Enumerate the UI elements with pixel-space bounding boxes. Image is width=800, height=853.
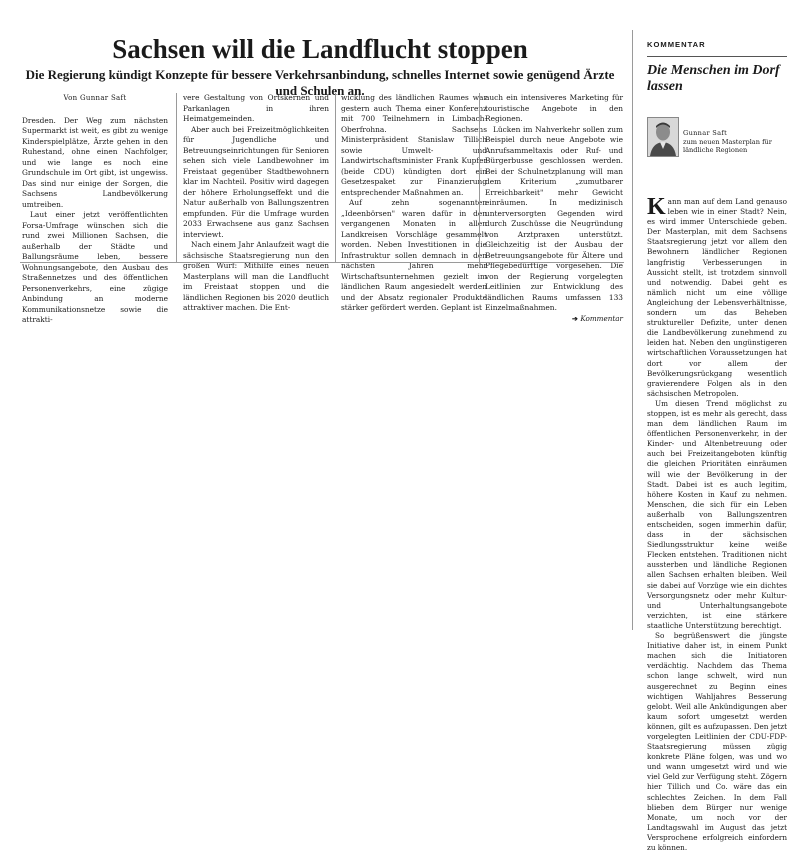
article-bottom-rule [20,262,624,263]
commentary-author [683,129,788,155]
author-name: Gunnar Saft [683,129,728,137]
commentary-paragraph: So begrüßenswert die jüngste Initiative daher ist, in einem Punkt machen sich die Initiatoren verdächtig. Nachdem das Thema schon lange schwelt, wird nun ausgerechnet zu Beginn eines wichtigen Wahljahres Besserung gelobt. Weil alle Ankündigungen aber kaum sofort umgesetzt werden können, gilt es aufzupassen. Den jetzt vorgelegten Leitlinien der CDU-FDP-Staatsregierung müssen zügig konkrete Pläne folgen, was und wo und wann umgesetzt wird und wie viel Geld zur Verfügung steht. Zögern hier Tillich und Co. wäre das ein schlechtes Zeichen. In dem Fall blieben dem Bürger nur wenige Monate, um noch vor der Landtagswahl im August das jetzt Versprochene erfolgreich einfordern zu können. [647,631,787,852]
article-paragraph: Aber auch bei Freizeitmöglichkeiten für Jugendliche und Betreuungseinrichtungen für Senioren sehen sich viele Landbewohner im Freistaat gegenüber Stadtbewohnern klar im Nachteil. Positiv wird dagegen der höhere Erholungseffekt und die Natur außerhalb von Ballungszentren empfunden. Für die Umfrage wurden 2033 Erwachsene aus ganz Sachsen interviewt. [183,124,329,239]
commentary-body [647,194,787,853]
column-divider [176,93,177,263]
commentary-title: Die Menschen im Dorf lassen [647,63,780,94]
author-note: zum neuen Masterplan für ländliche Regionen [683,137,772,154]
article-column-1 [22,93,168,326]
column-divider [335,93,336,263]
commentary-reference[interactable] [485,314,623,325]
column-divider [479,93,480,263]
commentary-paragraph: Um diesen Trend möglichst zu stoppen, ist es mehr als gerecht, dass man dem ländlichen Raum im öffentlichen Personenverkehr, in der Kinder- und Altenbetreuung oder auch bei Freizeitangeboten künftig die gleichen Prioritäten einräumen will wie der Bevölkerung in der Stadt. Dabei ist es auch legitim, höhere Kosten in Kauf zu nehmen. Menschen, die sich für ein Leben außerhalb von Ballungszentren entscheiden, sogen immerhin dafür, dass in der sächsischen Siedlungsstruktur keine weiße Flecken entstehen. Traditionen nicht aussterben und ländliche Regionen allen Sachsen erhalten bleiben. Weil sie dabei auf Vorzüge wie ein dichtes Versorgungsnetz oder mehr Kultur- und Unterhaltungsangebote verzichten, ist eine stärkere staatliche Unterstützung berechtigt. [647,398,787,630]
article-paragraph: Auf zehn sogenannten „Ideenbörsen" waren dafür in den vergangenen Monaten in allen Landkreisen Vorschläge gesammelt worden. Neben Investitionen in die Infrastruktur sollen demnach in den nächsten Jahren mehr Wirtschaftsunternehmen gezielt im ländlichen Raum angesiedelt werden und der Absatz regionaler Produkte stärker gefördert werden. Geplant ist [341,198,487,312]
article-paragraph: auch ein intensiveres Marketing für touristische Angebote in den Regionen. [485,93,623,123]
article-paragraph: wicklung des ländlichen Raumes war gestern auch Thema einer Konferenz mit 700 Teilnehmern in Limbach-Oberfrohna. Sachsens Ministerpräsident Stanislaw Tillich sowie Umwelt- und Landwirtschaftsminister Frank Kupfer (beide CDU) kündigten dort ein Gesetzespaket zur Finanzierung entsprechender Maßnahmen an. [341,93,487,197]
article-headline: Sachsen will die Landflucht stoppen [112,34,528,64]
article-column-2 [183,93,329,314]
article-paragraph: Dresden. Der Weg zum nächsten Supermarkt ist weit, es gibt zu wenige Kinderspielplätze, Ärzte gehen in den Ruhestand, ohne einen Nachfolger, und wie lange es noch eine Grundschule im Ort gibt, ist ungewiss. Das sind nur einige der Sorgen, die Sachsens Landbevölkerung umtreiben. [22,115,168,209]
commentary-section-label: KOMMENTAR [647,40,706,49]
arrow-right-icon: ➔ [572,313,579,323]
article-paragraph: Lücken im Nahverkehr sollen zum Beispiel durch neue Angebote wie Anrufsammeltaxis oder Ruf- und Bürgerbusse geschlossen werden. Bei der Schulnetzplanung will man dem Kriterium „zumutbarer Erreichbarkeit" mehr Gewicht einräumen. In medizinisch unterversorgten Gegenden wird durch Zuschüsse die Neugründung von Arztpraxen unterstützt. Gleichzeitig ist der Ausbau der Betreuungsangebote für Ältere und Pflegebedürftige vorgesehen. Die von der Regierung vorgelegten Leitlinien zur Entwicklung des ländlichen Raums umfassen 133 Einzelmaßnahmen. [485,124,623,312]
article-subheadline: Die Regierung kündigt Konzepte für bessere Verkehrsanbindung, schnelles Internet sowie genügend Ärzte und Schulen an. [25,67,615,98]
author-portrait [647,117,679,157]
commentary-reference-label: Kommentar [580,313,623,323]
article-column-3 [341,93,487,314]
commentary-column [632,30,788,852]
article-column-4 [485,93,623,324]
commentary-paragraph: Kann man auf dem Land genauso leben wie in einer Stadt? Nein, es wird immer Unterschiede geben. Der Masterplan, mit dem Sachsens Staatsregierung jetzt vor allem den Bewohnern ländlicher Regionen langfristig Verbesserungen in Aussicht stellt, ist trotzdem sinnvoll und notwendig. Dabei geht es nämlich nicht um eine völlige Angleichung der Lebensverhältnisse, sondern um das Beheben struktureller Defizite, unter denen die Landbevölkerung zunehmend zu leiden hat. Neben den ungünstigeren wirtschaftlichen Voraussetzungen hat dort vor allem der Bevölkerungsrückgang wesentlich gravierendere Folgen als in den sächsischen Metropolen. [647,194,787,398]
article-paragraph: vere Gestaltung von Ortskernen und Parkanlagen in ihren Heimatgemeinden. [183,93,329,123]
article-paragraph: Laut einer jetzt veröffentlichten Forsa-Umfrage wünschen sich die rund zwei Millionen Sachsen, die außerhalb der Städte und Ballungsräume leben, bessere Wohnungsangebote, den Ausbau des Straßennetzes und des öffentlichen Personenverkehrs, eine zügige Anbindung an moderne Kommunikationsnetze sowie die attrakti- [22,210,168,324]
article-byline: Von Gunnar Saft [63,94,127,102]
article-paragraph: Nach einem Jahr Anlaufzeit wagt die sächsische Staatsregierung nun den großen Wurf: Mithilfe eines neuen Masterplans will man die Landflucht im Freistaat stoppen und die ländlichen Regionen bis 2020 deutlich attraktiver machen. Die Ent- [183,240,329,312]
author-portrait-icon [648,118,678,156]
commentary-rule [647,56,787,57]
